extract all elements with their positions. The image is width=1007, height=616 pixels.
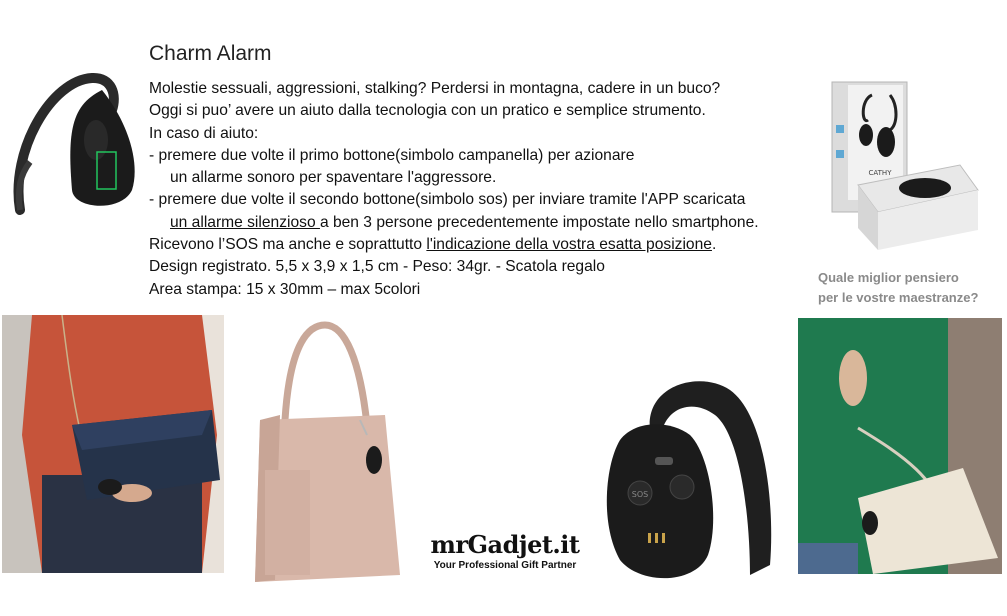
brand-logo — [425, 530, 585, 578]
device-front-photo — [600, 375, 780, 585]
svg-text:SOS: SOS — [631, 490, 649, 499]
text-segment: a ben 3 persone precedentemente impostate nello smartphone. — [319, 213, 759, 231]
gift-box-photo — [830, 80, 980, 260]
lifestyle-photo-handbag — [255, 320, 400, 585]
bullet-continuation: un allarme sonoro per spaventare l'aggressore. — [170, 169, 497, 187]
description-line: In caso di aiuto: — [149, 124, 259, 142]
description-line: Oggi si puo’ avere un aiuto dalla tecnologia con un pratico e semplice strumento. — [149, 102, 706, 120]
description-line: Molestie sessuali, aggressioni, stalking? Perdersi in montagna, cadere in un buco? — [149, 80, 721, 97]
caption — [818, 268, 1007, 308]
underlined-text: un allarme silenzioso — [170, 213, 320, 231]
description-line — [149, 234, 849, 256]
caption-line: Quale miglior pensiero — [818, 270, 959, 285]
box-label: CATHY — [868, 169, 892, 177]
caption-line: per le vostre maestranze? — [818, 290, 979, 305]
print-area-line: Area stampa: 15 x 30mm – max 5colori — [149, 280, 421, 298]
brand-name: mrGadjet.it — [430, 530, 580, 559]
brand-tagline: Your Professional Gift Partner — [433, 560, 577, 571]
product-photo-print-area — [12, 70, 142, 220]
page-title: Charm Alarm — [149, 42, 272, 65]
specs-line: Design registrato. 5,5 x 3,9 x 1,5 cm - Peso: 34gr. - Scatola regalo — [149, 258, 605, 276]
underlined-text: l'indicazione della vostra esatta posizione — [426, 236, 712, 254]
product-description — [149, 78, 849, 301]
bullet-line: - premere due volte il secondo bottone(simbolo sos) per inviare tramite l'APP scaricata — [149, 191, 746, 209]
lifestyle-photo-clutch — [2, 315, 224, 573]
text-segment: . — [711, 236, 717, 254]
lifestyle-photo-green-shirt — [798, 318, 1002, 574]
bullet-line: - premere due volte il primo bottone(simbolo campanella) per azionare — [149, 146, 635, 164]
bullet-continuation — [149, 212, 849, 234]
text-segment: Ricevono l’SOS ma anche e soprattutto — [149, 236, 427, 254]
